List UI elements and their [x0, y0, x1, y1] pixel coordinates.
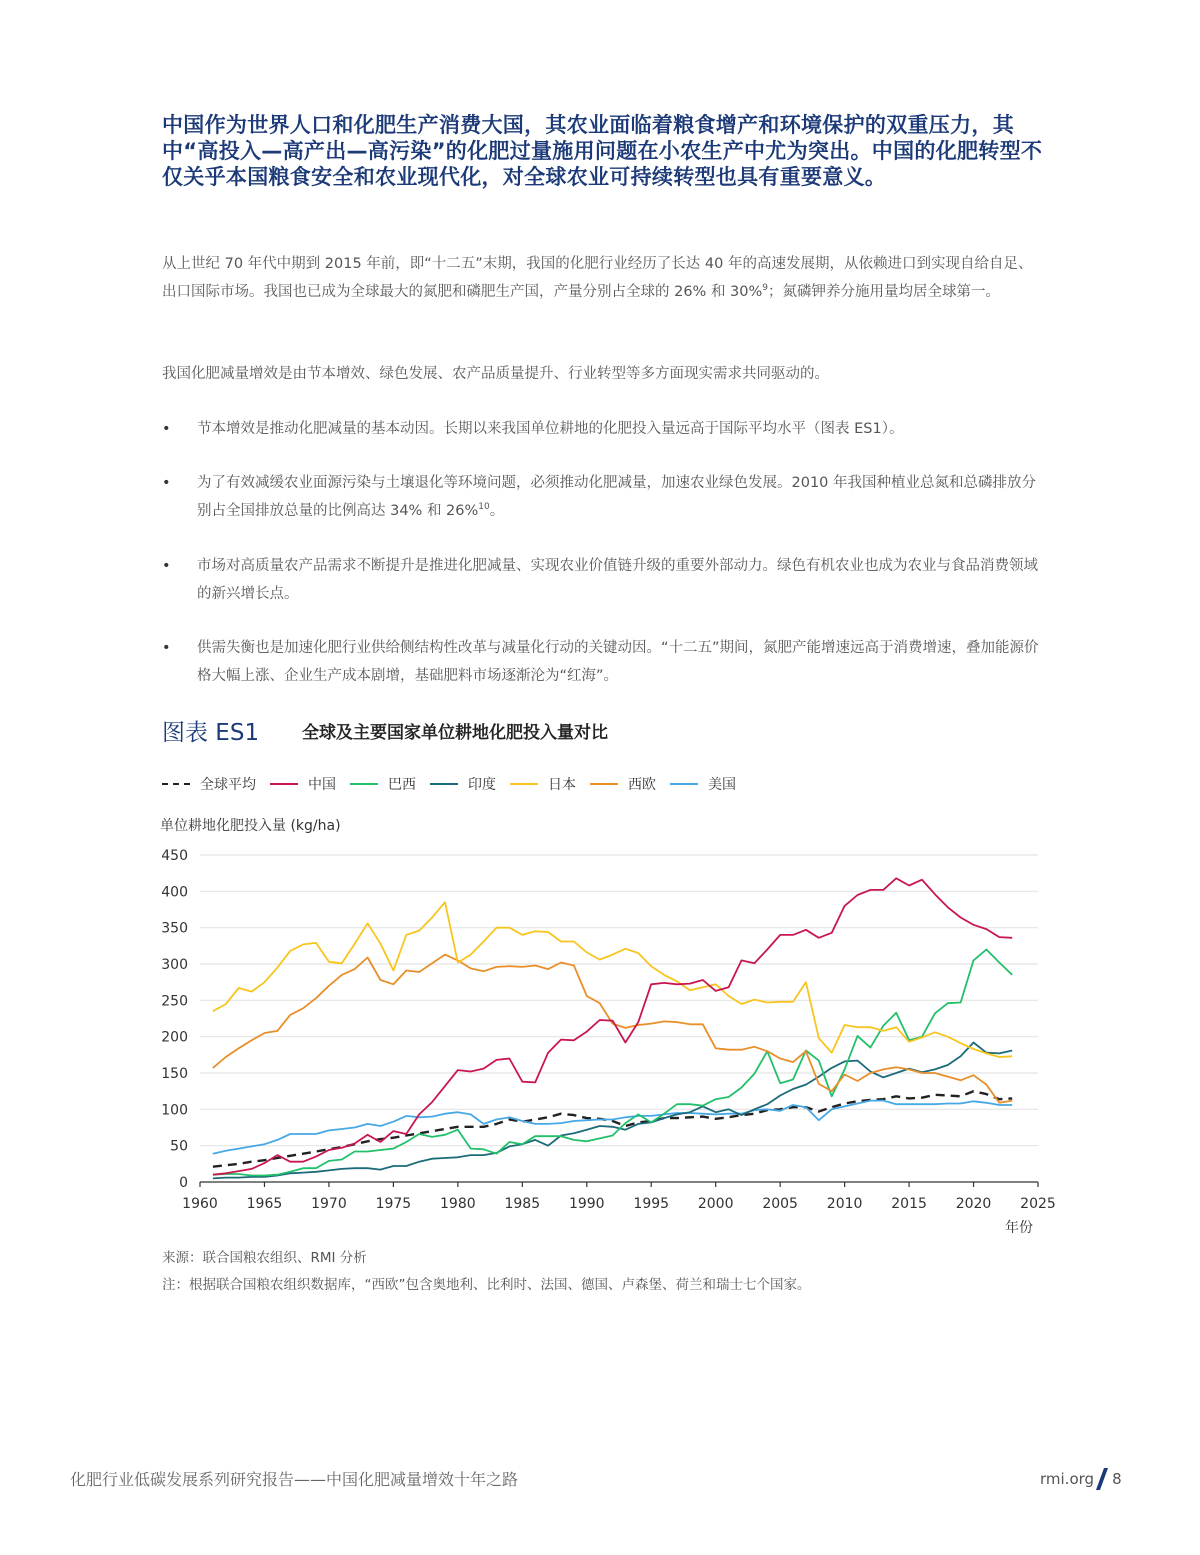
legend-label: 日本: [548, 777, 576, 793]
x-tick-label: 2005: [762, 1196, 798, 1212]
legend-swatch: [270, 783, 298, 785]
y-tick-label: 200: [161, 1029, 188, 1046]
bullet-text: [197, 416, 1042, 444]
legend-swatch: [590, 783, 618, 785]
legend-label: 印度: [468, 777, 496, 793]
legend-item: [162, 774, 256, 794]
footnote-ref[interactable]: 9: [762, 282, 769, 293]
x-tick-label: 2000: [697, 1196, 734, 1212]
legend-label: 中国: [308, 777, 336, 793]
y-tick-label: 450: [161, 848, 188, 864]
paragraph-text: 从上世纪 70 年代中期到 2015 年前，即“十二五”末期，我国的化肥行业经历了长达 40 年的高速发展期，从依赖进口到实现自给自足、出口国际市场。我国也已成为全球最大的氮肥和磷肥生产国，产量分别占全球的 26% 和 30%: [162, 256, 1033, 300]
paragraph-tail: ；氮磷钾养分施用量均居全球第一。: [768, 283, 1001, 300]
line-chart: [150, 840, 1070, 1220]
site-link[interactable]: rmi.org: [1040, 1470, 1095, 1488]
footnote: 注：根据联合国粮农组织数据库，“西欧”包含奥地利、比利时、法国、德国、卢森堡、荷兰和瑞士七个国家。: [162, 1277, 811, 1293]
chart-legend: [162, 774, 750, 794]
lead-paragraph: 中国作为世界人口和化肥生产消费大国，其农业面临着粮食增产和环境保护的双重压力，其中“高投入—高产出—高污染”的化肥过量施用问题在小农生产中尤为突出。中国的化肥转型不仅关乎本国粮食安全和农业现代化，对全球农业可持续转型也具有重要意义。: [162, 113, 1043, 189]
bullet-item: [162, 416, 1042, 444]
bullet-text-body: 为了有效减缓农业面源污染与土壤退化等环境问题，必须推动化肥减量，加速农业绿色发展。2010 年我国种植业总氮和总磷排放分别占全国排放总量的比例高达 34% 和 26%: [197, 475, 1037, 519]
bullet-icon: •: [162, 558, 171, 574]
y-axis-label: 单位耕地化肥投入量 (kg/ha): [160, 818, 341, 834]
x-tick-label: 2025: [1020, 1196, 1056, 1212]
x-tick-label: 1960: [182, 1196, 218, 1212]
legend-item: [670, 774, 736, 794]
bullet-icon: •: [162, 640, 171, 656]
legend-label: 美国: [708, 777, 736, 793]
series-line-日本: [213, 902, 1012, 1057]
legend-swatch: [162, 783, 190, 785]
legend-label: 巴西: [388, 777, 416, 793]
page-number: 8: [1112, 1470, 1122, 1488]
x-tick-label: 2015: [891, 1196, 927, 1212]
y-tick-label: 350: [161, 920, 188, 937]
bullet-item: [162, 635, 1042, 690]
legend-item: [510, 774, 576, 794]
y-tick-label: 0: [179, 1175, 188, 1191]
source-note: 来源：联合国粮农组织、RMI 分析: [162, 1250, 367, 1266]
slash-logo-icon: [1096, 1468, 1108, 1490]
legend-item: [590, 774, 656, 794]
bullet-text: [197, 553, 1042, 608]
legend-label: 全球平均: [200, 777, 256, 793]
legend-swatch: [430, 783, 458, 785]
y-tick-label: 50: [170, 1138, 188, 1155]
legend-swatch: [670, 783, 698, 785]
bullet-text: [197, 635, 1042, 690]
bullet-item: [162, 553, 1042, 608]
bullet-text-body: 供需失衡也是加速化肥行业供给侧结构性改革与减量化行动的关键动因。“十二五”期间，氮肥产能增速远高于消费增速，叠加能源价格大幅上涨、企业生产成本剧增，基础肥料市场逐渐沦为“红海”。: [197, 640, 1039, 684]
y-tick-label: 150: [161, 1066, 188, 1082]
bullet-icon: •: [162, 421, 171, 437]
bullet-text-tail: 。: [489, 502, 505, 519]
body-paragraph-1: [162, 251, 1042, 306]
legend-swatch: [510, 783, 538, 785]
legend-item: [430, 774, 496, 794]
legend-swatch: [350, 783, 378, 785]
y-tick-label: 300: [161, 957, 188, 973]
figure-title: 全球及主要国家单位耕地化肥投入量对比: [302, 723, 608, 743]
figure-label: 图表 ES1: [162, 720, 260, 746]
x-tick-label: 1965: [246, 1196, 283, 1212]
y-tick-label: 100: [161, 1102, 188, 1119]
x-tick-label: 1980: [440, 1196, 476, 1212]
bullet-item: [162, 470, 1042, 525]
x-tick-label: 2020: [955, 1196, 992, 1212]
x-axis-label: 年份: [1005, 1220, 1033, 1236]
legend-label: 西欧: [628, 777, 656, 793]
x-tick-label: 1995: [633, 1196, 670, 1212]
x-tick-label: 1985: [504, 1196, 541, 1212]
footer-report-title: 化肥行业低碳发展系列研究报告——中国化肥减量增效十年之路: [70, 1470, 519, 1489]
y-tick-label: 250: [161, 993, 188, 1010]
bullet-icon: •: [162, 475, 171, 491]
x-tick-label: 1970: [311, 1196, 347, 1212]
y-tick-label: 400: [161, 884, 188, 901]
bullet-text: [197, 470, 1042, 525]
x-tick-label: 2010: [826, 1196, 863, 1212]
body-paragraph-2: 我国化肥减量增效是由节本增效、绿色发展、农产品质量提升、行业转型等多方面现实需求共同驱动的。: [162, 366, 829, 382]
legend-item: [270, 774, 336, 794]
bullet-text-body: 市场对高质量农产品需求不断提升是推进化肥减量、实现农业价值链升级的重要外部动力。绿色有机农业也成为农业与食品消费领域的新兴增长点。: [197, 558, 1038, 602]
legend-item: [350, 774, 416, 794]
x-tick-label: 1975: [375, 1196, 412, 1212]
footer-right: [1040, 1468, 1122, 1490]
x-tick-label: 1990: [568, 1196, 605, 1212]
bullet-text-body: 节本增效是推动化肥减量的基本动因。长期以来我国单位耕地的化肥投入量远高于国际平均水平（图表 ES1）。: [197, 421, 904, 437]
footnote-ref[interactable]: 10: [478, 501, 490, 512]
series-line-印度: [213, 1043, 1012, 1179]
